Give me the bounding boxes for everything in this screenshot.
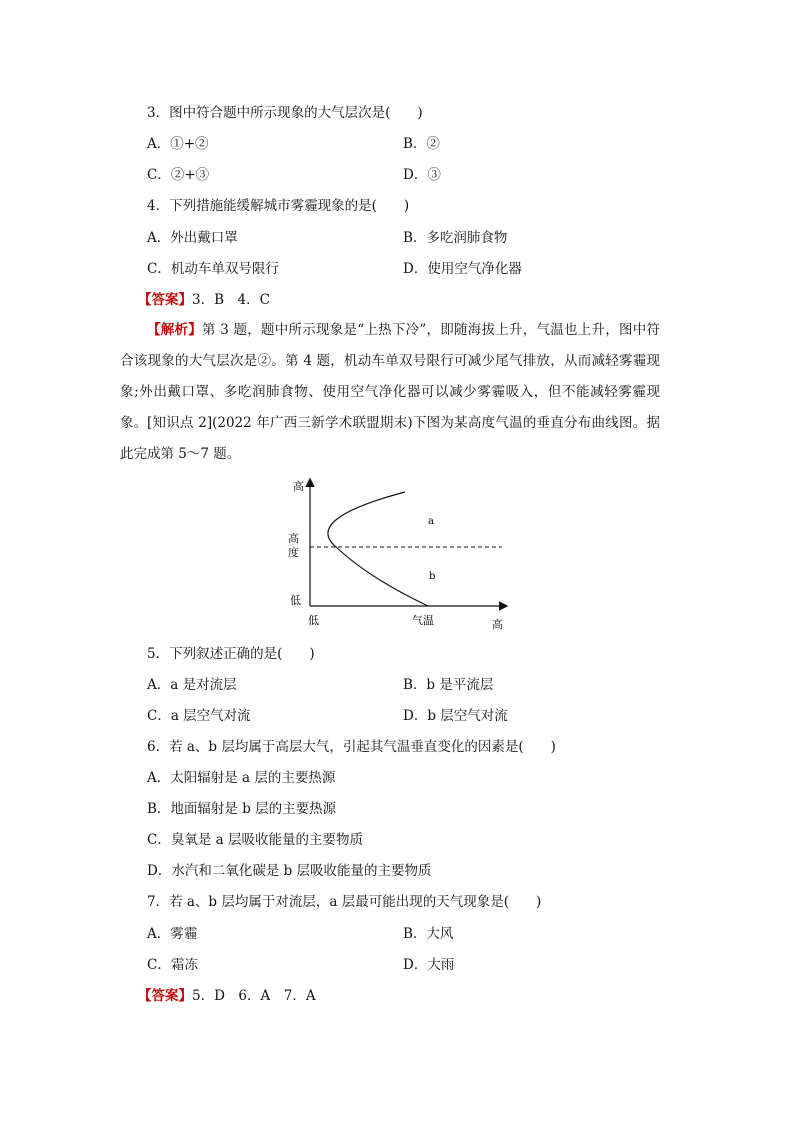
y-label-bottom: 低 — [290, 594, 301, 607]
question-3-option-a: A．①+② — [147, 136, 209, 152]
question-3-option-b: B．② — [403, 136, 440, 152]
x-label-mid: 气温 — [412, 614, 434, 627]
knowledge-point-intro: [知识点 2](2022 年广西三新学术联盟期末)下图为某高度气温的垂直分布曲线图。据此完成第 5～7 题。 — [120, 415, 660, 462]
analysis-text: 第 3 题，题中所示现象是“上热下冷”，即随海拔上升，气温也上升，图中符合该现象的大气层次是②。第 4 题，机动车单双号限行可减少尾气排放，从而减轻雾霾现象;外出戴口罩、多吃润肺食物、使用空气净化器可以减少雾霾吸入，但不能减轻雾霾现象。 — [120, 322, 661, 431]
answer-text: 3．B 4．C — [192, 292, 270, 308]
question-7-option-c: C．霜冻 — [147, 957, 198, 973]
question-4-option-c: C．机动车单双号限行 — [147, 261, 279, 277]
answer-block-1 — [138, 291, 270, 309]
question-5-option-c: C．a 层空气对流 — [147, 708, 251, 724]
y-label-top: 高 — [293, 480, 304, 493]
question-3-option-c: C．②+③ — [147, 167, 210, 183]
y-label-mid-1: 高 — [288, 532, 299, 545]
question-4-option-b: B．多吃润肺食物 — [403, 230, 508, 246]
question-5-option-d: D．b 层空气对流 — [403, 708, 508, 724]
question-4-option-a: A．外出戴口罩 — [147, 230, 238, 246]
answer-text: 5．D 6．A 7．A — [192, 988, 316, 1004]
question-7-option-a: A．雾霾 — [147, 926, 198, 942]
question-3-option-d: D．③ — [403, 167, 441, 183]
temperature-altitude-chart — [270, 470, 520, 635]
question-4-option-d: D．使用空气净化器 — [403, 261, 522, 277]
question-7-stem: 7．若 a、b 层均属于对流层，a 层最可能出现的天气现象是( ) — [147, 894, 542, 910]
question-3-stem: 3．图中符合题中所示现象的大气层次是( ) — [147, 105, 423, 121]
question-6-stem: 6．若 a、b 层均属于高层大气，引起其气温垂直变化的因素是( ) — [147, 739, 556, 755]
layer-label-a: a — [428, 516, 434, 527]
layer-label-b: b — [429, 571, 436, 582]
analysis-tag: 【解析】 — [147, 322, 203, 338]
temperature-curve — [328, 492, 428, 606]
x-label-left: 低 — [308, 614, 319, 627]
question-7-option-b: B．大风 — [403, 926, 454, 942]
question-4-stem: 4．下列措施能缓解城市雾霾现象的是( ) — [147, 198, 410, 214]
question-5-stem: 5．下列叙述正确的是( ) — [147, 646, 315, 662]
answer-tag: 【答案】 — [138, 292, 192, 308]
x-label-right: 高 — [492, 618, 503, 631]
answer-tag: 【答案】 — [138, 988, 192, 1004]
y-label-mid-2: 度 — [288, 546, 299, 559]
question-5-option-a: A．a 是对流层 — [147, 677, 237, 693]
question-6-option-c: C．臭氧是 a 层吸收能量的主要物质 — [147, 832, 363, 848]
question-5-option-b: B．b 是平流层 — [403, 677, 494, 693]
question-7-option-d: D．大雨 — [403, 957, 455, 973]
question-6-option-d: D．水汽和二氧化碳是 b 层吸收能量的主要物质 — [147, 863, 432, 879]
question-6-option-a: A．太阳辐射是 a 层的主要热源 — [147, 770, 336, 786]
question-6-option-b: B．地面辐射是 b 层的主要热源 — [147, 801, 337, 817]
answer-block-2 — [138, 987, 316, 1005]
